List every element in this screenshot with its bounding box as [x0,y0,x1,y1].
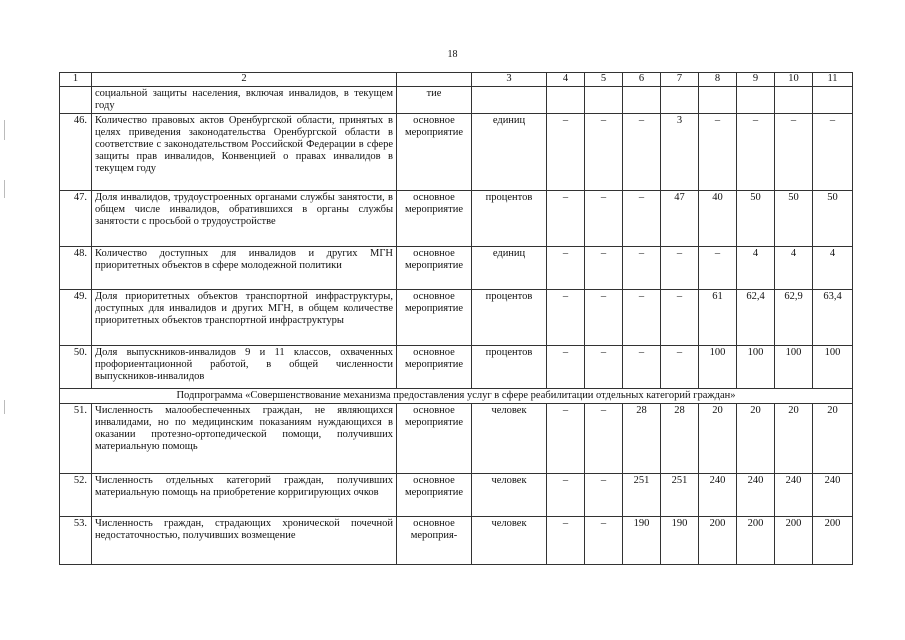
value-cell: 200 [813,517,853,565]
indicator-type: основное мероприятие [397,191,472,247]
value-cell: 251 [661,474,699,517]
value-cell: 50 [737,191,775,247]
table-row [60,517,853,565]
subprogram-title: Подпрограмма «Совершенствование механизма предоставления услуг в сфере реабилитации отдельных категорий граждан» [60,389,853,404]
scan-edge-mark [4,120,5,140]
scan-edge-mark [4,180,5,198]
value-cell: 190 [623,517,661,565]
indicator-type: тие [397,87,472,114]
value-cell: – [547,346,585,389]
row-number: 47. [60,191,92,247]
value-cell: – [813,114,853,191]
subprogram-row [60,389,853,404]
value-cell: – [585,290,623,346]
indicator-name: социальной защиты населения, включая инвалидов, в текущем году [92,87,397,114]
value-cell: – [585,517,623,565]
indicator-unit [472,87,547,114]
row-number: 53. [60,517,92,565]
column-header: 6 [623,73,661,87]
value-cell: – [547,290,585,346]
table-row [60,346,853,389]
page-number: 18 [447,49,458,60]
value-cell: – [699,114,737,191]
column-header: 1 [60,73,92,87]
value-cell: – [737,114,775,191]
value-cell: 200 [737,517,775,565]
value-cell: 20 [813,404,853,474]
column-header: 5 [585,73,623,87]
value-cell: – [661,290,699,346]
column-header [397,73,472,87]
value-cell: 200 [699,517,737,565]
table-row [60,191,853,247]
indicator-name: Количество правовых актов Оренбургской области, принятых в целях приведения законодательства Оренбургской области в соответствие с законодательством Российской Федерации в сфере защиты прав инвалидов, Конвенцией о правах инвалидов в текущем году [92,114,397,191]
value-cell: – [585,191,623,247]
value-cell: – [547,517,585,565]
value-cell: 50 [813,191,853,247]
value-cell: – [623,290,661,346]
row-number: 48. [60,247,92,290]
indicator-name: Доля выпускников-инвалидов 9 и 11 классов, охваченных профориентационной работой, в общей численности выпускников-инвалидов [92,346,397,389]
indicator-type: основное мероприятие [397,404,472,474]
indicator-name: Численность малообеспеченных граждан, не являющихся инвалидами, но по медицинским показаниям нуждающихся в оказании протезно-ортопедической помощи, получивших материальную помощь [92,404,397,474]
value-cell: – [699,247,737,290]
value-cell: – [585,346,623,389]
value-cell: – [623,191,661,247]
column-header: 7 [661,73,699,87]
value-cell: 63,4 [813,290,853,346]
indicator-unit: процентов [472,346,547,389]
value-cell: 100 [737,346,775,389]
table-header-row [60,73,853,87]
value-cell: 20 [775,404,813,474]
value-cell: 4 [813,247,853,290]
indicator-unit: человек [472,517,547,565]
value-cell: – [623,346,661,389]
value-cell: – [585,247,623,290]
value-cell [813,87,853,114]
value-cell: 190 [661,517,699,565]
value-cell: 4 [775,247,813,290]
value-cell: 50 [775,191,813,247]
row-number: 51. [60,404,92,474]
indicator-unit: единиц [472,247,547,290]
value-cell: 20 [737,404,775,474]
value-cell: – [623,114,661,191]
indicator-unit: человек [472,474,547,517]
indicator-unit: человек [472,404,547,474]
row-number: 49. [60,290,92,346]
value-cell: – [623,247,661,290]
value-cell: 100 [775,346,813,389]
table-row [60,290,853,346]
indicator-type: основное мероприятие [397,346,472,389]
value-cell [775,87,813,114]
column-header: 8 [699,73,737,87]
column-header: 11 [813,73,853,87]
value-cell: 28 [623,404,661,474]
value-cell [699,87,737,114]
value-cell: – [547,404,585,474]
value-cell: 240 [699,474,737,517]
value-cell: – [547,247,585,290]
table-row [60,247,853,290]
indicator-name: Доля инвалидов, трудоустроенных органами службы занятости, в общем числе инвалидов, обратившихся в органы службы занятости с просьбой о трудоустройстве [92,191,397,247]
value-cell: 3 [661,114,699,191]
table-row [60,114,853,191]
row-number [60,87,92,114]
value-cell: 40 [699,191,737,247]
value-cell: 240 [737,474,775,517]
indicator-type: основное мероприятие [397,474,472,517]
value-cell: – [547,474,585,517]
value-cell: 100 [813,346,853,389]
indicator-name: Количество доступных для инвалидов и других МГН приоритетных объектов в сфере молодежной политики [92,247,397,290]
column-header: 2 [92,73,397,87]
indicator-unit: процентов [472,191,547,247]
value-cell: – [775,114,813,191]
value-cell: 47 [661,191,699,247]
indicator-unit: процентов [472,290,547,346]
value-cell: 4 [737,247,775,290]
value-cell: – [547,114,585,191]
indicators-table [59,72,853,565]
indicator-type: основное мероприятие [397,290,472,346]
table-row [60,404,853,474]
indicator-name: Численность граждан, страдающих хронической почечной недостаточностью, получивших возмещение [92,517,397,565]
value-cell: – [585,404,623,474]
value-cell: 62,9 [775,290,813,346]
value-cell: 20 [699,404,737,474]
indicator-unit: единиц [472,114,547,191]
value-cell [585,87,623,114]
indicator-type: основное мероприятие [397,247,472,290]
column-header: 3 [472,73,547,87]
scan-edge-mark [4,400,5,414]
value-cell: 240 [775,474,813,517]
indicator-type: основное мероприятие [397,114,472,191]
column-header: 10 [775,73,813,87]
column-header: 9 [737,73,775,87]
indicator-type: основное мероприя- [397,517,472,565]
row-number: 50. [60,346,92,389]
value-cell: 240 [813,474,853,517]
table-row [60,474,853,517]
indicator-name: Доля приоритетных объектов транспортной инфраструктуры, доступных для инвалидов и других МГН, в общем количестве приоритетных объектов транспортной инфраструктуры [92,290,397,346]
value-cell [623,87,661,114]
indicator-name: Численность отдельных категорий граждан, получивших материальную помощь на приобретение корригирующих очков [92,474,397,517]
row-number: 52. [60,474,92,517]
value-cell: – [661,346,699,389]
table-row [60,87,853,114]
value-cell: 251 [623,474,661,517]
row-number: 46. [60,114,92,191]
value-cell [737,87,775,114]
value-cell: – [585,114,623,191]
value-cell: 62,4 [737,290,775,346]
value-cell: 100 [699,346,737,389]
value-cell [661,87,699,114]
value-cell: 28 [661,404,699,474]
value-cell: 200 [775,517,813,565]
value-cell [547,87,585,114]
value-cell: – [585,474,623,517]
value-cell: 61 [699,290,737,346]
value-cell: – [547,191,585,247]
column-header: 4 [547,73,585,87]
value-cell: – [661,247,699,290]
